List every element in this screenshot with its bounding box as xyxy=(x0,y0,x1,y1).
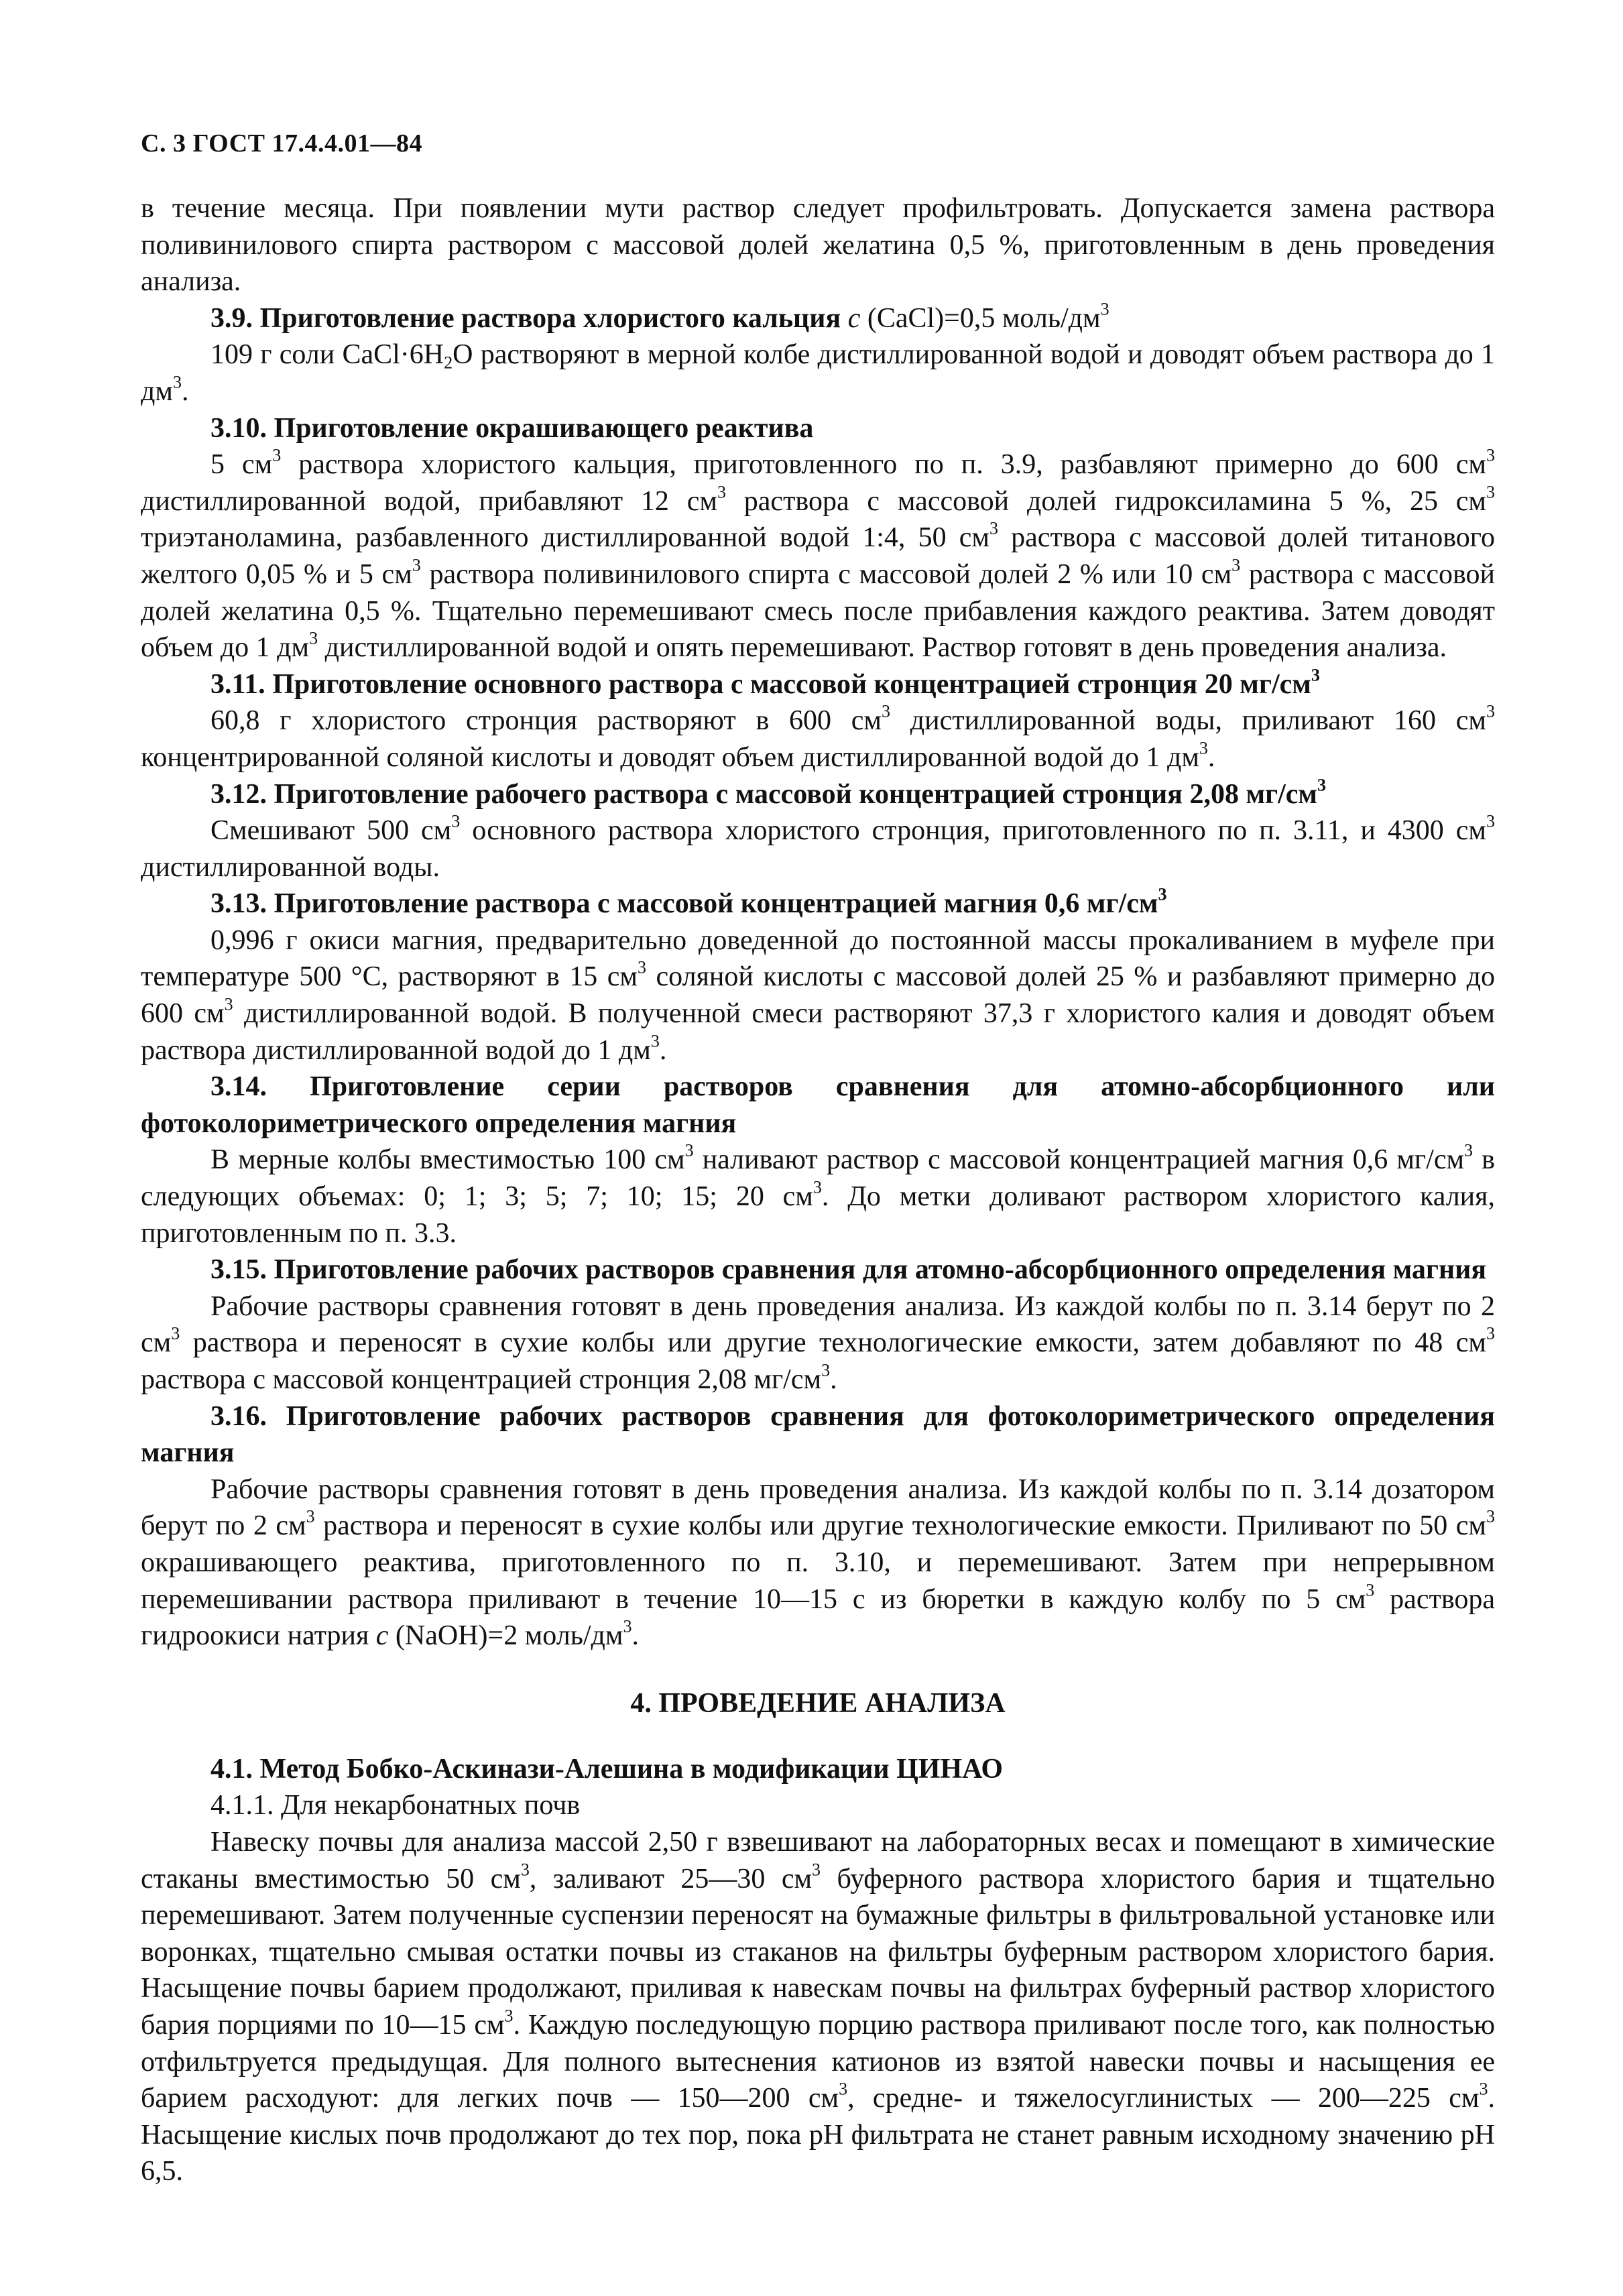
heading-text: Приготовление основного раствора с массовой концентрацией стронция 20 мг/см xyxy=(272,668,1311,700)
paragraph-3-16 xyxy=(141,1471,1495,1654)
item-number: 3.16. xyxy=(211,1400,267,1432)
heading-text: Приготовление рабочих растворов сравнения для атомно-абсорбционного определения магния xyxy=(274,1254,1487,1286)
document-page xyxy=(141,127,1495,2190)
text-run: дистиллированной водой. В полученной смеси растворяют 37,3 г хлористого калия и доводят объем раствора дистиллированной водой до 1 дм xyxy=(141,998,1495,1066)
superscript: 3 xyxy=(1231,555,1241,575)
paragraph-continuation: в течение месяца. При появлении мути раствор следует профильтровать. Допускается замена раствора поливинилового спирта раствором с массовой долей желатина 0,5 %, приготовленным в день проведения анализа. xyxy=(141,193,1495,298)
text-run: . xyxy=(632,1620,639,1652)
heading-3-11 xyxy=(141,666,1495,703)
superscript: 3 xyxy=(504,2006,514,2026)
item-number: 3.9. xyxy=(211,302,253,334)
text-run: триэтаноламина, разбавленного дистиллированной водой 1:4, 50 см xyxy=(141,522,989,554)
text-run: . xyxy=(181,375,189,407)
text-run: 109 г соли CaCl·6H xyxy=(211,339,444,371)
superscript: 3 xyxy=(1486,701,1495,721)
superscript: 3 xyxy=(272,445,282,465)
text-run: . xyxy=(830,1364,837,1395)
superscript: 3 xyxy=(717,482,726,502)
heading-text: Приготовление серии растворов сравнения для атомно-абсорбционного или фотоколориметрического определения магния xyxy=(141,1071,1496,1139)
superscript: 3 xyxy=(1100,299,1109,319)
text-run: окрашивающего реактива, приготовленного по п. 3.10, и перемешивают. Затем при непрерывном перемешивании раствора приливают в течение 10—15 с из бюретки в каждую колбу по 5 см xyxy=(141,1547,1495,1615)
text-run: дистиллированной воды. xyxy=(141,851,440,883)
text-run: соляной кислоты с массовой долей 25 % и разбавляют примерно до 600 см xyxy=(141,961,1495,1030)
text-run: (NaOH)=2 моль/дм xyxy=(388,1620,623,1652)
text-run: 60,8 г хлористого стронция растворяют в 600 см xyxy=(211,705,882,737)
text-run: Рабочие растворы сравнения готовят в день проведения анализа. Из каждой колбы по п. 3.14 берут по 2 см xyxy=(141,1290,1495,1359)
text-run: раствора гидроокиси натрия xyxy=(141,1583,1496,1652)
paragraph-3-13 xyxy=(141,922,1495,1069)
superscript: 3 xyxy=(882,701,891,721)
superscript: 3 xyxy=(451,811,461,831)
text-run: . Каждую последующую порцию раствора приливают после того, как полностью отфильтруется предыдущая. Для полного вытеснения катионов из взятой навески почвы и насыщения ее барием расходуют: для легких почв — 150—200 см xyxy=(141,2009,1495,2114)
text-run: раствора с массовой долей гидроксиламина 5 %, 25 см xyxy=(725,485,1486,517)
text-run: Навеску почвы для анализа массой 2,50 г взвешивают на лабораторных весах и помещают в химические стаканы вместимостью 50 см xyxy=(141,1826,1495,1894)
superscript: 3 xyxy=(171,1323,180,1343)
subscript: 2 xyxy=(444,353,453,373)
text-run: раствора и переносят в сухие колбы или другие технологические емкости. Приливают по 50 см xyxy=(314,1510,1486,1542)
text-run: . xyxy=(659,1034,667,1066)
superscript: 3 xyxy=(1366,1579,1375,1599)
paragraph-3-15 xyxy=(141,1288,1495,1398)
superscript: 3 xyxy=(1486,1506,1495,1526)
superscript: 3 xyxy=(1199,738,1208,758)
text-run: раствора поливинилового спирта с массовой долей 2 % или 10 см xyxy=(420,558,1232,590)
superscript: 3 xyxy=(821,1360,831,1380)
paragraph-4-1-1 xyxy=(141,1824,1495,2190)
text-run: , заливают 25—30 см xyxy=(529,1863,813,1894)
text-run: раствора с массовой долей желатина 0,5 %. Тщательно перемешивают смесь после прибавления каждого реактива. Затем доводят объем до 1 дм xyxy=(141,558,1495,664)
paragraph-3-11 xyxy=(141,703,1495,776)
text-run: буферного раствора хлористого бария и тщательно перемешивают. Затем полученные суспензии переносят на бумажные фильтры в фильтровальной установке или воронках, тщательно смывая остатки почвы из стаканов на фильтры буферным раствором хлористого бария. Насыщение почвы барием продолжают, приливая к навескам почвы на фильтрах буферный раствор хлористого бария порциями по 10—15 см xyxy=(141,1863,1495,2041)
heading-text: Приготовление рабочего раствора с массовой концентрацией стронция 2,08 мг/см xyxy=(274,778,1318,810)
heading-3-14 xyxy=(141,1069,1495,1142)
superscript: 3 xyxy=(989,518,998,538)
superscript: 3 xyxy=(172,372,182,392)
heading-4-1 xyxy=(141,1751,1495,1788)
heading-text: Метод Бобко-Аскинази-Алешина в модификации ЦИНАО xyxy=(259,1753,1004,1785)
item-number: 3.12. xyxy=(211,778,267,810)
heading-text: Приготовление окрашивающего реактива xyxy=(274,412,814,444)
superscript: 3 xyxy=(650,1030,660,1050)
text-run: в следующих объемах: 0; 1; 3; 5; 7; 10; 15; 20 см xyxy=(141,1144,1495,1213)
superscript: 3 xyxy=(412,555,421,575)
text-run: концентрированной соляной кислоты и доводят объем дистиллированной водой до 1 дм xyxy=(141,741,1199,773)
text-run: раствора с массовой концентрацией стронция 2,08 мг/см xyxy=(141,1364,822,1395)
superscript: 3 xyxy=(1486,445,1495,465)
item-number: 3.13. xyxy=(211,888,267,920)
superscript: 3 xyxy=(684,1140,694,1160)
heading-text: Приготовление рабочих растворов сравнения для фотоколориметрического определения магния xyxy=(141,1400,1495,1469)
document-body xyxy=(141,190,1495,2190)
symbol-c: c xyxy=(375,1620,389,1652)
heading-3-15 xyxy=(141,1252,1495,1288)
item-number: 4.1. xyxy=(211,1753,253,1785)
superscript: 3 xyxy=(839,2079,848,2099)
paragraph-3-9 xyxy=(141,337,1495,410)
text-run: дистиллированной воды, приливают 160 см xyxy=(890,705,1486,737)
text-run: 0,996 г окиси магния, предварительно доведенной до постоянной массы прокаливанием в муфеле при температуре 500 °С, растворяют в 15 см xyxy=(141,924,1495,993)
superscript: 3 xyxy=(1486,811,1495,831)
text-run: , средне- и тяжелосуглинистых — 200—225 см xyxy=(847,2083,1480,2114)
page-header: С. 3 ГОСТ 17.4.4.01—84 xyxy=(141,129,422,158)
text-run: Рабочие растворы сравнения готовят в день проведения анализа. Из каждой колбы по п. 3.14 дозатором берут по 2 см xyxy=(141,1473,1495,1542)
text-run: . Насыщение кислых почв продолжают до тех пор, пока pH фильтрата не станет равным исходному значению pH 6,5. xyxy=(141,2083,1496,2187)
text-run: раствора хлористого кальция, приготовленного по п. 3.9, разбавляют примерно до 600 см xyxy=(281,449,1486,481)
symbol-c: c xyxy=(847,302,861,334)
superscript: 3 xyxy=(1479,2079,1488,2099)
text-run: раствора с массовой долей титанового желтого 0,05 % и 5 см xyxy=(141,522,1495,590)
text-run: 5 см xyxy=(211,449,273,481)
text-run: раствора и переносят в сухие колбы или другие технологические емкости, затем добавляют по 48 см xyxy=(180,1327,1486,1359)
text-run: дистиллированной водой, прибавляют 12 см xyxy=(141,485,717,517)
formula: (CaCl)=0,5 моль/дм xyxy=(867,302,1101,334)
paragraph-3-14 xyxy=(141,1142,1495,1252)
item-number: 3.11. xyxy=(211,668,265,700)
paragraph-3-12 xyxy=(141,812,1495,886)
superscript: 3 xyxy=(1158,884,1167,904)
superscript: 3 xyxy=(1486,1323,1495,1343)
item-number: 3.10. xyxy=(211,412,267,444)
superscript: 3 xyxy=(812,1859,821,1879)
text-run: . xyxy=(1207,741,1215,773)
heading-3-12 xyxy=(141,776,1495,813)
heading-3-9 xyxy=(141,300,1495,337)
heading-text: Приготовление раствора хлористого кальция xyxy=(259,302,841,334)
heading-3-16 xyxy=(141,1398,1495,1471)
superscript: 3 xyxy=(306,1506,315,1526)
superscript: 3 xyxy=(637,957,646,977)
text-run: . До метки доливают раствором хлористого калия, приготовленным по п. 3.3. xyxy=(141,1181,1495,1249)
section-title: 4. ПРОВЕДЕНИЕ АНАЛИЗА xyxy=(630,1687,1006,1719)
superscript: 3 xyxy=(813,1177,822,1197)
superscript: 3 xyxy=(623,1616,632,1636)
superscript: 3 xyxy=(1464,1140,1474,1160)
text-run: Смешивают 500 см xyxy=(211,815,452,847)
heading-3-10 xyxy=(141,410,1495,447)
text-run: дистиллированной водой и опять перемешивают. Раствор готовят в день проведения анализа. xyxy=(318,632,1447,664)
subheading-4-1-1: 4.1.1. Для некарбонатных почв xyxy=(211,1790,581,1821)
text-run: В мерные колбы вместимостью 100 см xyxy=(211,1144,685,1176)
text-run: наливают раствор с массовой концентрацией магния 0,6 мг/см xyxy=(693,1144,1465,1176)
text-run: О растворяют в мерной колбе дистиллированной водой и доводят объем раствора до 1 дм xyxy=(141,339,1495,407)
paragraph-3-10 xyxy=(141,446,1495,666)
superscript: 3 xyxy=(224,994,233,1014)
superscript: 3 xyxy=(1486,482,1495,502)
superscript: 3 xyxy=(520,1859,530,1879)
text-run: основного раствора хлористого стронция, приготовленного по п. 3.11, и 4300 см xyxy=(460,815,1486,847)
item-number: 3.14. xyxy=(211,1071,267,1103)
heading-3-13 xyxy=(141,886,1495,922)
superscript: 3 xyxy=(1311,664,1320,684)
superscript: 3 xyxy=(1317,774,1327,794)
superscript: 3 xyxy=(309,628,318,648)
heading-text: Приготовление раствора с массовой концентрацией магния 0,6 мг/см xyxy=(274,888,1158,920)
item-number: 3.15. xyxy=(211,1254,267,1286)
